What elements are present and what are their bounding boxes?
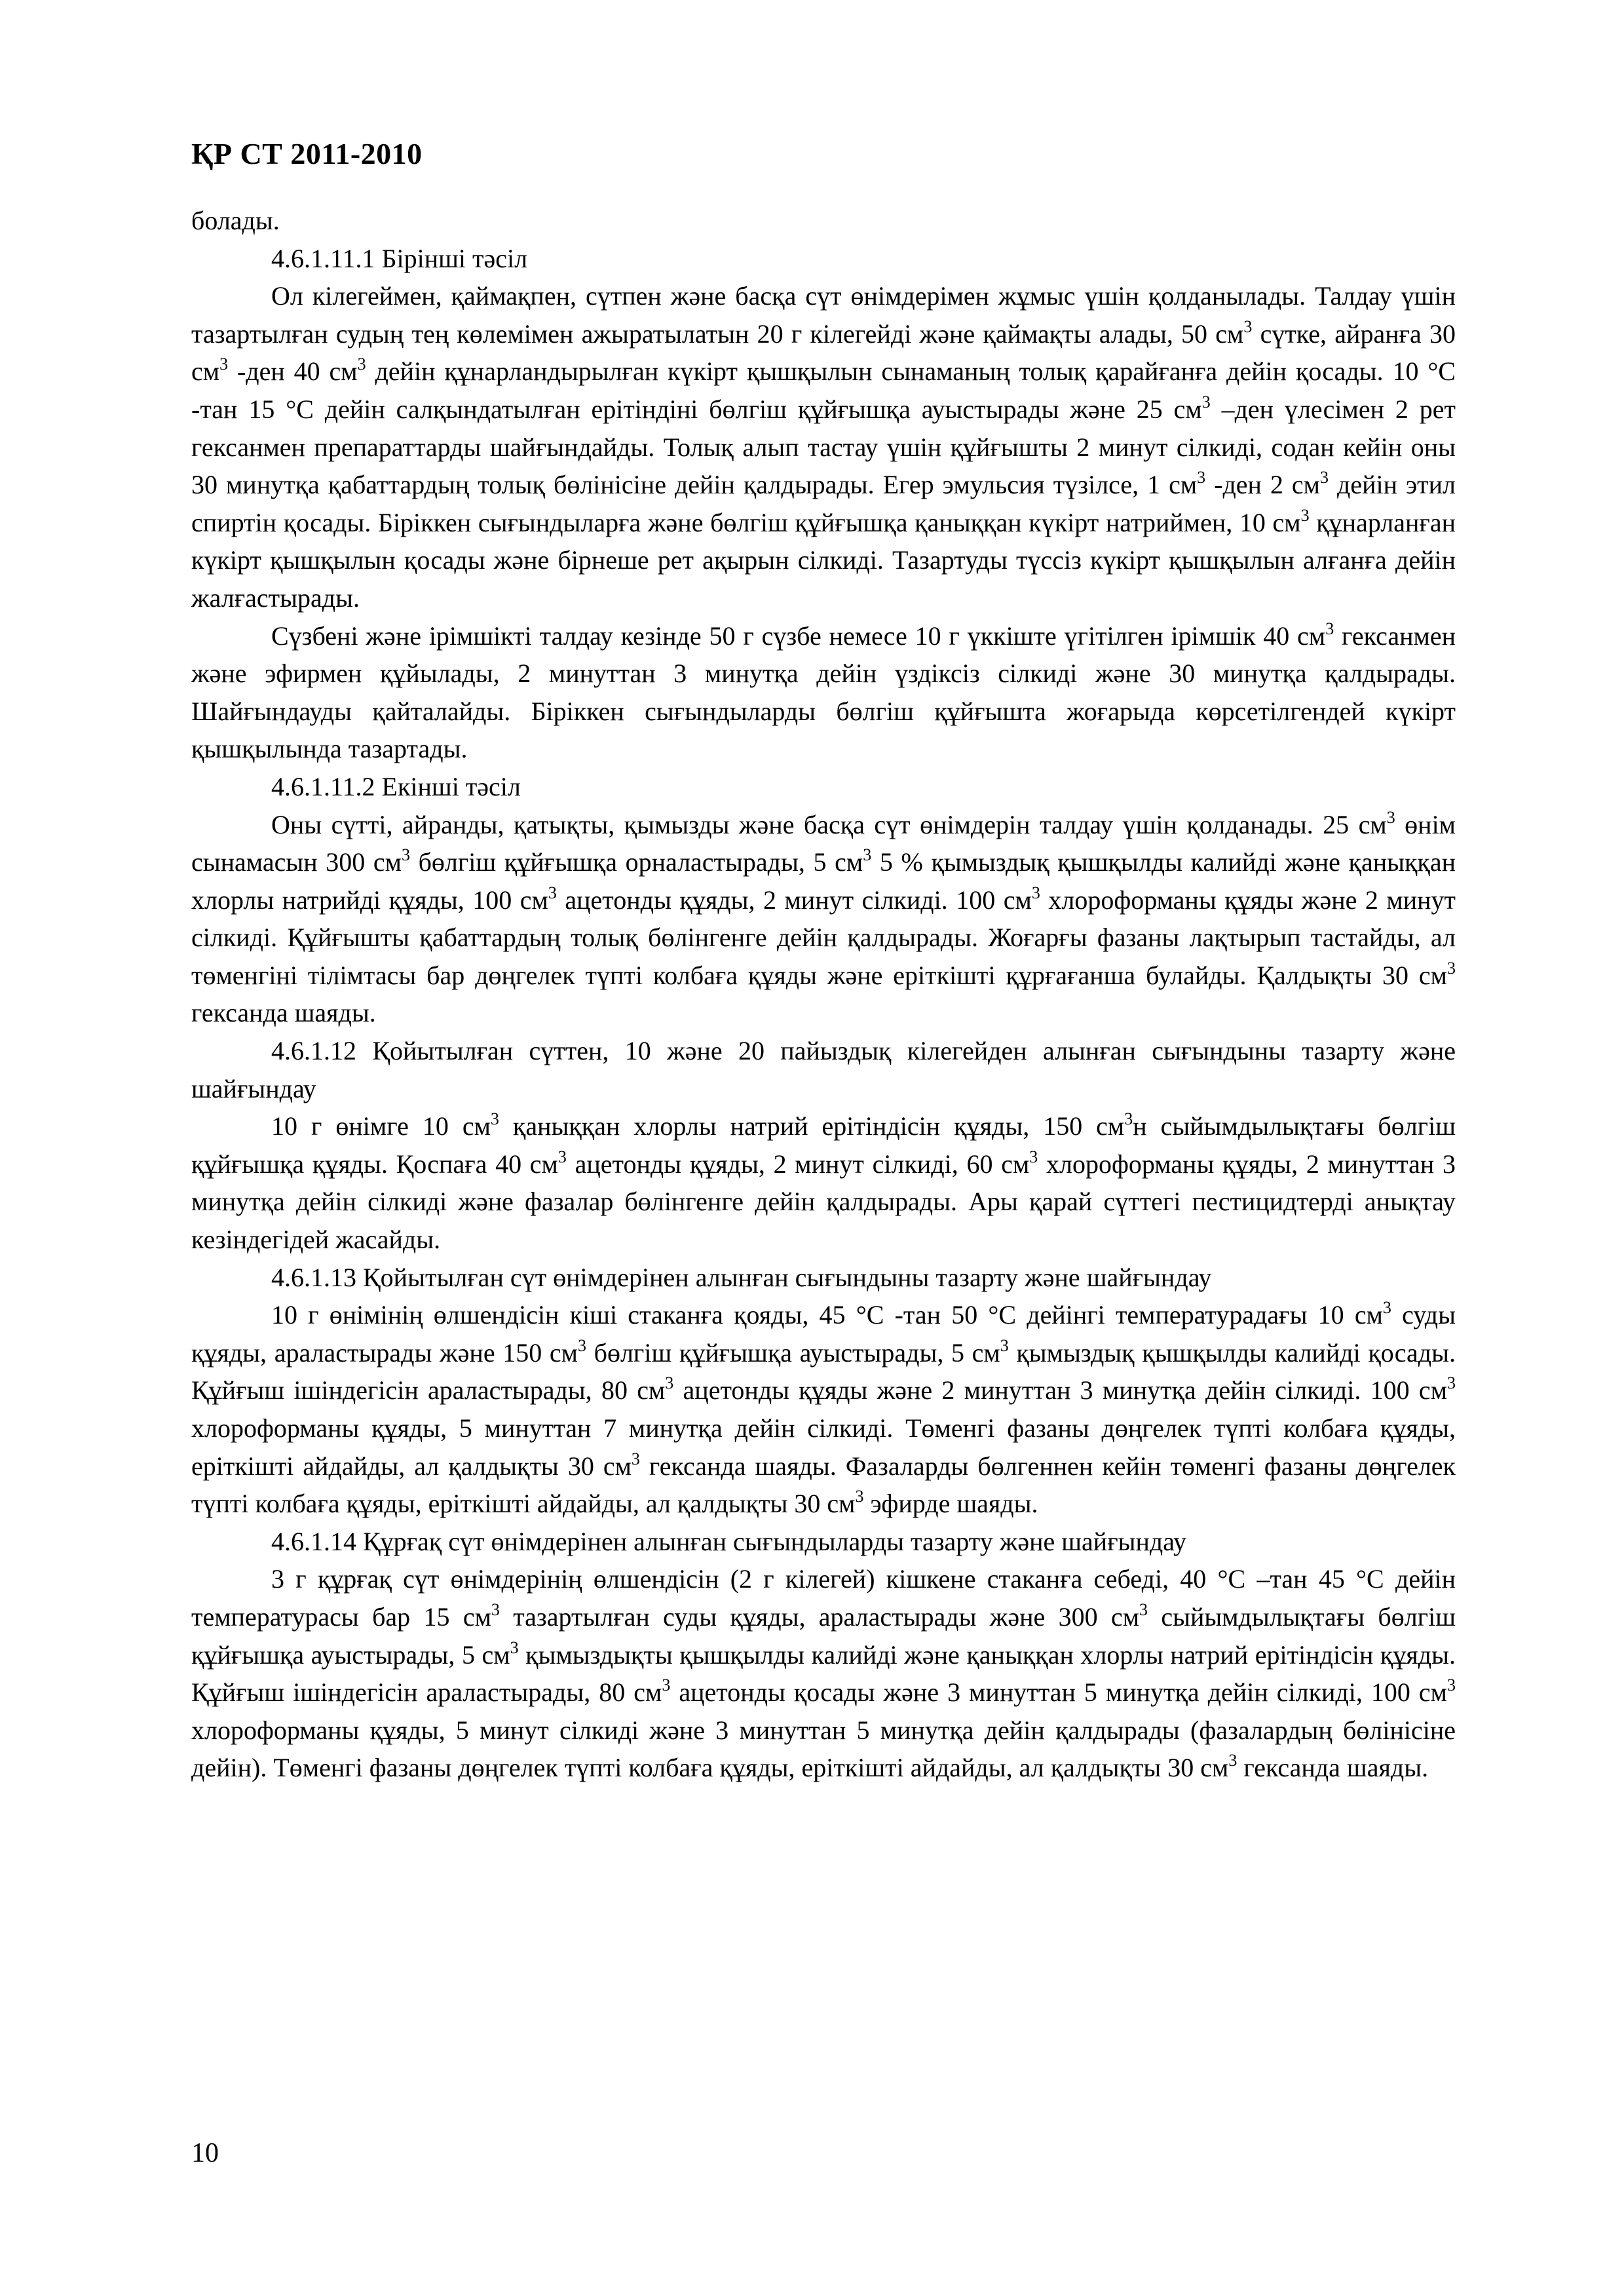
document-body: [191, 202, 1456, 1787]
paragraph-continuation: болады.: [191, 206, 280, 235]
standard-header: ҚР СТ 2011-2010: [191, 137, 423, 170]
paragraph-4-6-1-12: 10 г өнімге 10 $см^3$ қаныққан хлорлы натрий ерітіндісін құяды, 150 $см^3н$ сыйымдылықтағы бөлгіш құйғышқа құяды. Қоспаға 40 $см^3$ ацетонды құяды, 2 минут сілкиді, 60 $см^3$ хлороформаны құяды, 2 минуттан 3 минутқа дейін сілкиді және фазалар бөлінгенге дейін қалдырады. Ары қарай сүттегі пестицидтерді анықтау кезіндегідей жасайды.: [191, 1109, 1456, 1255]
section-heading-4-6-1-14: 4.6.1.14 Құрғақ сүт өнімдерінен алынған сығындыларды тазарту және шайғындау: [271, 1526, 1186, 1556]
paragraph-curd-cheese: Сүзбені және ірімшікті талдау кезінде 50 г сүзбе немесе 10 г үккіште үгітілген ірімшік 40 $см^3$ гексанмен және эфирмен құйылады, 2 минуттан 3 минутқа дейін үздіксіз сілкиді және 30 минутқа қалдырады. Шайғындауды қайталайды. Біріккен сығындыларды бөлгіш құйғышта жоғарыда көрсетілгендей күкірт қышқылында тазартады.: [191, 619, 1456, 764]
page-number: 10: [191, 2138, 219, 2168]
section-heading-4-6-1-11-2: 4.6.1.11.2 Екінші тәсіл: [271, 771, 521, 801]
section-heading-4-6-1-11-1: 4.6.1.11.1 Бірінші тәсіл: [271, 243, 528, 273]
section-heading-4-6-1-13: 4.6.1.13 Қойытылған сүт өнімдерінен алынған сығындыны тазарту және шайғындау: [271, 1262, 1212, 1292]
paragraph-4-6-1-13: 10 г өнімінің өлшендісін кіші стаканға қояды, 45 °С -тан 50 °С дейінгі температурадағы 10 $см^3$ суды құяды, араластырады және 150 $см^3$ бөлгіш құйғышқа ауыстырады, 5 $см^3$ қымыздық қышқылды калийді қосады. Құйғыш ішіндегісін араластырады, 80 $см^3$ ацетонды құяды және 2 минуттан 3 минутқа дейін сілкиді. 100 $см^3$ хлороформаны құяды, 5 минуттан 7 минутқа дейін сілкиді. Төменгі фазаны дөңгелек түпті колбаға құяды, еріткішті айдайды, ал қалдықты 30 $см^3$ гександа шаяды. Фазаларды бөлгеннен кейін төменгі фазаны дөңгелек түпті колбаға құяды, еріткішті айдайды, ал қалдықты 30 $см^3$ эфирде шаяды.: [191, 1298, 1456, 1519]
section-heading-4-6-1-12: 4.6.1.12 Қойытылған сүттен, 10 және 20 пайыздық кілегейден алынған сығындыны тазарту және шайғындау: [191, 1036, 1456, 1103]
paragraph-method-two: Оны сүтті, айранды, қатықты, қымызды және басқа сүт өнімдерін талдау үшін қолданады. 25 $см^3$ өнім сынамасын 300 $см^3$ бөлгіш құйғышқа орналастырады, 5 $см^3$ 5 % қымыздық қышқылды калийді және қаныққан хлорлы натрийді құяды, 100 $см^3$ ацетонды құяды, 2 минут сілкиді. 100 $см^3$ хлороформаны құяды және 2 минут сілкиді. Құйғышты қабаттардың толық бөлінгенге дейін қалдырады. Жоғарғы фазаны лақтырып тастайды, ал төменгіні тілімтасы бар дөңгелек түпті колбаға құяды және еріткішті құрғағанша булайды. Қалдықты 30 $см^3$ гександа шаяды.: [191, 807, 1456, 1028]
paragraph-method-one: Ол кілегеймен, қаймақпен, сүтпен және басқа сүт өнімдерімен жұмыс үшін қолданылады. Талдау үшін тазартылған судың тең көлемімен ажыратылатын 20 г кілегейді және қаймақты алады, 50 $см^3$ сүтке, айранға 30 $см^3$ -ден 40 $см^3$ дейін құнарландырылған күкірт қышқылын сынаманың толық қарайғанға дейін қосады. 10 °С -тан 15 °С дейін салқындатылған ерітіндіні бөлгіш құйғышқа ауыстырады және 25 $см^3$ –ден үлесімен 2 рет гексанмен препараттарды шайғындайды. Толық алып тастау үшін құйғышты 2 минут сілкиді, содан кейін оны 30 минутқа қабаттардың толық бөлінісіне дейін қалдырады. Егер эмульсия түзілсе, 1 $см^3$ -ден 2 $см^3$ дейін этил спиртін қосады. Біріккен сығындыларға және бөлгіш құйғышқа қаныққан күкірт натриймен, 10 $см^3$ құнарланған күкірт қышқылын қосады және бірнеше рет ақырын сілкиді. Тазартуды түссіз күкірт қышқылын алғанға дейін жалғастырады.: [191, 281, 1456, 613]
paragraph-4-6-1-14: 3 г құрғақ сүт өнімдерінің өлшендісін (2 г кілегей) кішкене стаканға себеді, 40 °С –тан 45 °С дейін температурасы бар 15 $см^3$ тазартылған суды құяды, араластырады және 300 $см^3$ сыйымдылықтағы бөлгіш құйғышқа ауыстырады, 5 $см^3$ қымыздықты қышқылды калийді және қаныққан хлорлы натрий ерітіндісін құяды. Құйғыш ішіндегісін араластырады, 80 $см^3$ ацетонды қосады және 3 минуттан 5 минутқа дейін сілкиді, 100 $см^3$ хлороформаны құяды, 5 минут сілкиді және 3 минуттан 5 минутқа дейін қалдырады (фазалардың бөлінісіне дейін). Төменгі фазаны дөңгелек түпті колбаға құяды, еріткішті айдайды, ал қалдықты 30 $см^3$ гександа шаяды.: [191, 1564, 1456, 1783]
